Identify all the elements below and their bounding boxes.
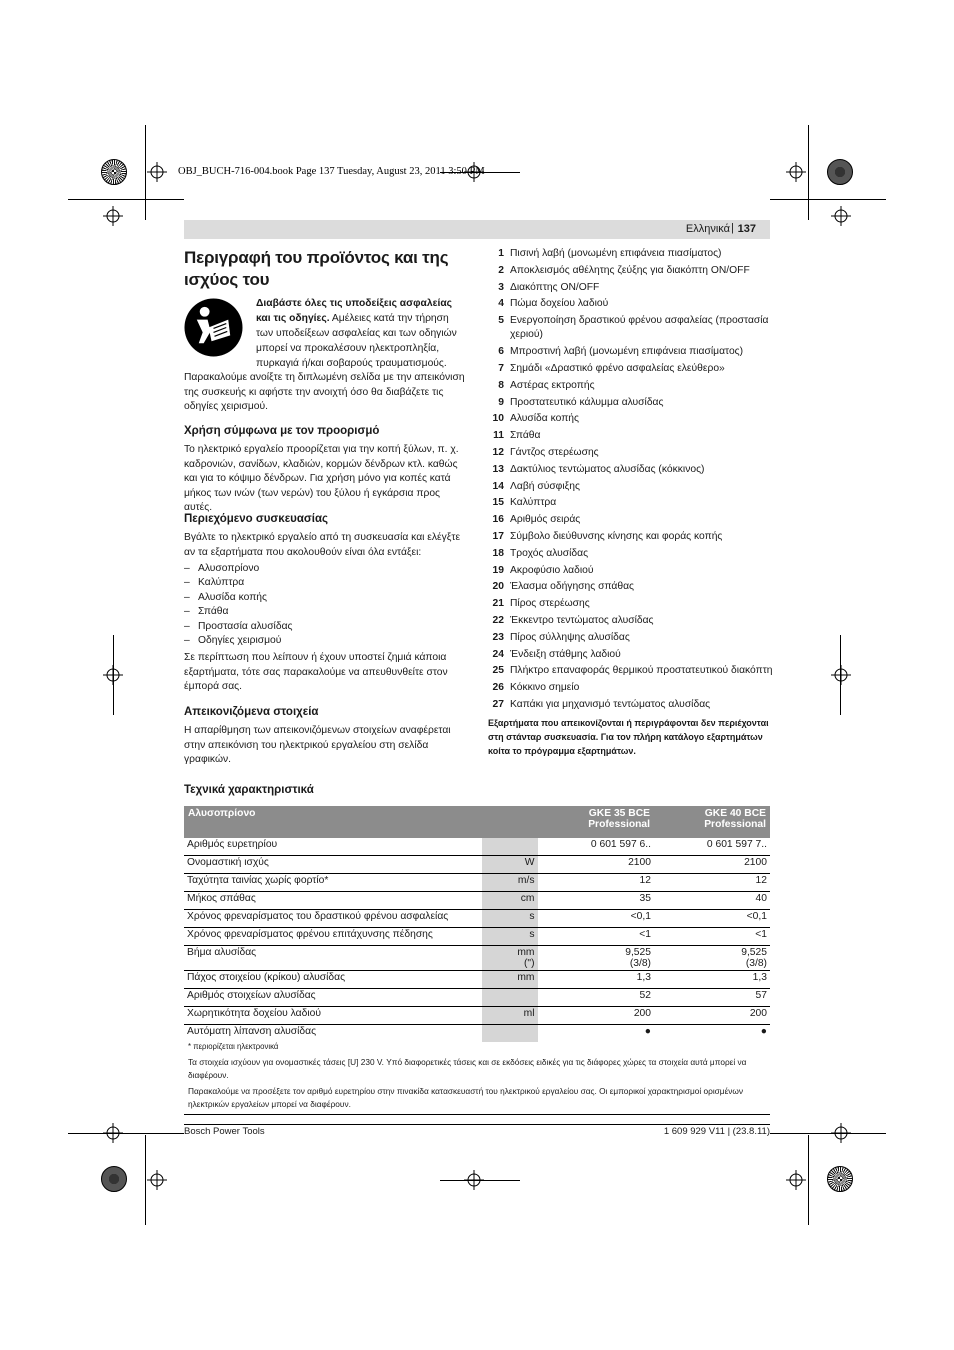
print-info-line: OBJ_BUCH-716-004.book Page 137 Tuesday, August 23, 2011 3:50 PM <box>178 166 485 177</box>
item-number: 12 <box>492 446 504 458</box>
item-text: Ένδειξη στάθμης λαδιού <box>510 648 621 660</box>
list-item <box>486 530 776 544</box>
item-text: Λαβή σύσφιξης <box>510 480 580 492</box>
crosshair-icon <box>103 1123 123 1143</box>
value-primary: 9,525 <box>741 947 767 958</box>
crop-mark-top-left-v <box>145 125 146 220</box>
row-value-gke40 <box>654 946 770 971</box>
list-item <box>486 412 776 426</box>
row-value-gke35: <1 <box>538 928 654 946</box>
value-primary: 9,525 <box>625 947 651 958</box>
row-value-gke40: 12 <box>654 874 770 892</box>
table-row <box>184 856 770 874</box>
row-unit <box>482 946 538 971</box>
row-value-gke35: 52 <box>538 989 654 1007</box>
row-unit <box>482 838 538 856</box>
table-header-product: Αλυσοπρίονο <box>184 806 482 838</box>
page-number: 137 <box>737 223 756 235</box>
item-text: Αριθμός σειράς <box>510 514 581 526</box>
row-value-gke35: <0,1 <box>538 910 654 928</box>
list-item <box>486 664 776 678</box>
row-value-gke40: 200 <box>654 1007 770 1025</box>
crosshair-icon <box>786 1170 806 1190</box>
item-text: Κόκκινο σημείο <box>510 682 580 694</box>
item-text: Πλήκτρο επαναφοράς θερμικού προστατευτικού διακόπτη <box>510 665 773 677</box>
row-value-gke35: 35 <box>538 892 654 910</box>
voltage-note: Τα στοιχεία ισχύουν για ονομαστικές τάσεις [U] 230 V. Υπό διαφορετικές τάσεις και σε εκδόσεις ειδικές για τις διάφορες χώρες τα στοιχεία αυτά μπορεί να διαφέρουν. <box>188 1057 747 1080</box>
item-text: Ακροφύσιο λαδιού <box>510 564 594 576</box>
list-item <box>486 446 776 460</box>
row-label: Χρόνος φρεναρίσματος του δραστικού φρένου ασφαλείας <box>184 910 482 928</box>
table-row <box>184 946 770 971</box>
item-number: 24 <box>492 648 504 660</box>
list-item <box>486 547 776 561</box>
row-value-gke40: 57 <box>654 989 770 1007</box>
safety-warning-bold: Διαβάστε όλες τις υποδείξεις ασφαλείας και τις οδηγίες. <box>256 298 453 324</box>
model-name: GKE 35 BCE <box>588 808 650 819</box>
item-text: Αστέρας εκτροπής <box>510 379 595 391</box>
registration-dial-bottom-left <box>101 1166 127 1192</box>
registration-dial-top-left <box>101 159 127 185</box>
row-unit: mm <box>482 971 538 989</box>
unit-primary: mm <box>517 947 535 958</box>
model-line: Professional <box>704 819 766 830</box>
table-row <box>184 971 770 989</box>
list-item <box>486 681 776 695</box>
table-row <box>184 874 770 892</box>
list-item <box>486 396 776 410</box>
unit-secondary: (") <box>523 958 535 969</box>
table-bottom-rule <box>184 1114 770 1115</box>
row-label: Ονομαστική ισχύς <box>184 856 482 874</box>
row-unit: W <box>482 856 538 874</box>
item-text: Αποκλεισμός αθέλητης ζεύξης για διακόπτη ON/OFF <box>510 264 750 276</box>
crosshair-icon <box>147 1170 167 1190</box>
list-item <box>486 564 776 578</box>
table-row <box>184 928 770 946</box>
item-text: Τροχός αλυσίδας <box>510 547 589 559</box>
row-label: Αριθμός ευρετηρίου <box>184 838 482 856</box>
crop-mark-bottom-left-h <box>68 1133 184 1134</box>
crop-mark-top-right-v <box>808 125 809 220</box>
table-row <box>184 838 770 856</box>
row-value-gke40: 2100 <box>654 856 770 874</box>
table-header-gke35 <box>538 806 654 838</box>
item-text: Καπάκι για μηχανισμό τεντώματος αλυσίδας <box>510 698 711 710</box>
crop-mark-bottom-right-v <box>808 1135 809 1225</box>
row-value-gke35: ● <box>538 1025 654 1043</box>
crosshair-icon <box>786 162 806 182</box>
table-header-row <box>184 806 770 838</box>
value-secondary: (3/8) <box>745 958 767 969</box>
item-text: Αλυσίδα κοπής <box>510 413 579 425</box>
table-header-gke40 <box>654 806 770 838</box>
item-text: Πίρος στερέωσης <box>510 598 590 610</box>
delivery-text: Βγάλτε το ηλεκτρικό εργαλείο από τη συσκευασία και ελέγξτε αν τα εξαρτήματα που ακολουθούν είναι όλα εντάξει: <box>184 532 461 558</box>
item-number: 9 <box>498 396 504 408</box>
item-number: 5 <box>498 315 504 327</box>
header-language: Ελληνικά <box>685 223 730 235</box>
header-separator: | <box>731 222 734 234</box>
item-text: Έκκεντρο τεντώματος αλυσίδας <box>510 614 654 626</box>
list-item <box>486 429 776 443</box>
model-line: Professional <box>588 819 650 830</box>
list-item <box>486 648 776 662</box>
item-number: 27 <box>492 698 504 710</box>
intro-paragraph: Παρακαλούμε ανοίξτε τη διπλωμένη σελίδα με την απεικόνιση της συσκευής κι αφήστε την ανοιχτή όσο θα διαβάζετε τις οδηγίες χειρισμού. <box>184 372 465 413</box>
row-label: Πάχος στοιχείου (κρίκου) αλυσίδας <box>184 971 482 989</box>
list-item <box>486 264 776 278</box>
item-text: Ενεργοποίηση δραστικού φρένου ασφαλείας (προστασία χεριού) <box>510 315 769 341</box>
illustrated-text: Η απαρίθμηση των απεικονιζόμενων στοιχείων αναφέρεται στην απεικόνιση του ηλεκτρικού εργαλείου στη σελίδα γραφικών. <box>184 725 451 766</box>
item-number: 3 <box>498 281 504 293</box>
list-item: – Οδηγίες χειρισμού <box>184 634 292 648</box>
registration-dial-bottom-right <box>827 1166 853 1192</box>
row-value-gke35: 2100 <box>538 856 654 874</box>
list-item <box>486 379 776 393</box>
list-item: – Αλυσίδα κοπής <box>184 591 292 605</box>
row-unit: s <box>482 910 538 928</box>
crosshair-icon <box>831 1123 851 1143</box>
row-value-gke40: 1,3 <box>654 971 770 989</box>
item-number: 10 <box>492 413 504 425</box>
item-number: 20 <box>492 581 504 593</box>
item-number: 8 <box>498 379 504 391</box>
list-item <box>486 631 776 645</box>
item-number: 21 <box>492 598 504 610</box>
row-unit: cm <box>482 892 538 910</box>
safety-warning <box>256 296 466 371</box>
page-header <box>184 220 770 239</box>
row-label: Χωρητικότητα δοχείου λαδιού <box>184 1007 482 1025</box>
row-label: Αριθμός στοιχείων αλυσίδας <box>184 989 482 1007</box>
list-item: – Αλυσοπρίονο <box>184 562 292 576</box>
crosshair-icon <box>103 206 123 226</box>
item-number: 6 <box>498 346 504 358</box>
row-unit: m/s <box>482 874 538 892</box>
list-item <box>486 513 776 527</box>
crop-mark-bottom-left-v <box>145 1135 146 1225</box>
item-text: Έλασμα οδήγησης σπάθας <box>510 581 634 593</box>
crosshair-icon <box>147 162 167 182</box>
item-text: Καλύπτρα <box>510 497 557 509</box>
row-value-gke40: 0 601 597 7.. <box>654 838 770 856</box>
row-label: Βήμα αλυσίδας <box>184 946 482 971</box>
row-unit <box>482 989 538 1007</box>
crosshair-icon <box>831 665 851 685</box>
item-text: Δακτύλιος τεντώματος αλυσίδας (κόκκινος) <box>510 463 705 475</box>
list-item <box>486 698 776 712</box>
delivery-list <box>184 562 292 648</box>
item-number: 15 <box>492 497 504 509</box>
delivery-after-text: Σε περίπτωση που λείπουν ή έχουν υποστεί ζημιά κάποια εξαρτήματα, τότε σας παρακαλούμε να απευθυνθείτε στον έμπορά σας. <box>184 652 448 693</box>
read-manual-icon <box>184 298 243 357</box>
accessories-note: Εξαρτήματα που απεικονίζονται ή περιγράφονται δεν περιέχονται στη στάνταρ συσκευασία. Για τον πλήρη κατάλογο εξαρτημάτων κοίτα το πρόγραμμα εξαρτημάτων. <box>488 718 769 756</box>
row-value-gke40: 40 <box>654 892 770 910</box>
item-text: Διακόπτης ON/OFF <box>510 281 600 293</box>
table-header-unit <box>482 806 538 838</box>
item-text: Πίρος σύλληψης αλυσίδας <box>510 631 630 643</box>
item-text: Σημάδι «Δραστικό φρένο ασφαλείας ελεύθερο» <box>510 362 725 374</box>
item-number: 7 <box>498 362 504 374</box>
item-text: Πισινή λαβή (μονωμένη επιφάνεια πιασίματος) <box>510 248 722 259</box>
list-item <box>486 345 776 359</box>
article-number-note: Παρακαλούμε να προσέξετε τον αριθμό ευρετηρίου στην πινακίδα κατασκευαστή του ηλεκτρικού εργαλείου σας. Οι εμπορικοί χαρακτηρισμοί ορισμένων ηλεκτρικών εργαλείων μπορεί να διαφέρουν. <box>188 1086 744 1109</box>
row-label: Χρόνος φρεναρίσματος φρένου επιτάχυνσης πέδησης <box>184 928 482 946</box>
item-text: Προστατευτικό κάλυμμα αλυσίδας <box>510 396 664 408</box>
footer-brand: Bosch Power Tools <box>184 1126 265 1137</box>
row-value-gke35: 200 <box>538 1007 654 1025</box>
crosshair-icon <box>831 206 851 226</box>
table-row <box>184 989 770 1007</box>
item-number: 13 <box>492 463 504 475</box>
crop-mark-top-right-h <box>770 199 886 200</box>
illustrated-heading: Απεικονιζόμενα στοιχεία <box>184 706 319 718</box>
list-item <box>486 496 776 510</box>
delivery-heading: Περιεχόμενο συσκευασίας <box>184 513 329 525</box>
safety-warning-text: Αμέλειες κατά την τήρηση των υποδείξεων ασφαλείας και των οδηγιών μπορεί να προκαλέσουν ηλεκτροπληξία, πυρκαγιά ή/και σοβαρούς τραυματισμούς. <box>256 313 457 369</box>
table-row <box>184 1007 770 1025</box>
item-number: 18 <box>492 547 504 559</box>
table-row <box>184 892 770 910</box>
row-value-gke40: ● <box>760 1026 767 1037</box>
item-number: 11 <box>493 430 504 442</box>
tech-data-table <box>184 806 770 1042</box>
item-text: Σύμβολο διεύθυνσης κίνησης και φοράς κοπής <box>510 530 723 542</box>
row-label: Μήκος σπάθας <box>184 892 482 910</box>
crop-mark-bottom-right-h <box>770 1133 886 1134</box>
list-item <box>486 463 776 477</box>
item-text: Πώμα δοχείου λαδιού <box>510 298 609 310</box>
row-unit: s <box>482 928 538 946</box>
components-list <box>486 247 776 715</box>
row-value-gke35: 0 601 597 6.. <box>538 838 654 856</box>
list-item <box>486 362 776 376</box>
crosshair-icon <box>464 1170 484 1190</box>
item-number: 4 <box>498 298 504 310</box>
model-name: GKE 40 BCE <box>704 808 766 819</box>
row-value-gke40: <0,1 <box>654 910 770 928</box>
item-number: 1 <box>498 248 504 259</box>
item-number: 16 <box>492 514 504 526</box>
item-text: Γάντζος στερέωσης <box>510 446 599 458</box>
item-number: 26 <box>492 682 504 694</box>
tech-data-heading: Τεχνικά χαρακτηριστικά <box>184 784 314 796</box>
registration-dial-top-right <box>827 159 853 185</box>
row-label: Ταχύτητα ταινίας χωρίς φορτίο* <box>184 874 482 892</box>
row-label: Αυτόματη λίπανση αλυσίδας <box>187 1026 317 1037</box>
crosshair-icon <box>103 665 123 685</box>
list-item <box>486 614 776 628</box>
list-item: – Σπάθα <box>184 605 292 619</box>
item-number: 17 <box>492 530 504 542</box>
table-footnote: * περιορίζεται ηλεκτρονικά <box>188 1042 279 1051</box>
list-item <box>486 281 776 295</box>
list-item <box>486 597 776 611</box>
footer-rule <box>184 1124 770 1125</box>
list-item <box>486 480 776 494</box>
row-value-gke35 <box>538 946 654 971</box>
table-row <box>184 910 770 928</box>
section-title: Περιγραφή του προϊόντος και της ισχύος του <box>184 248 449 289</box>
list-item <box>486 580 776 594</box>
footer-doc-number: 1 609 929 V11 | (23.8.11) <box>663 1126 770 1137</box>
item-number: 22 <box>492 614 504 626</box>
intended-use-text: Το ηλεκτρικό εργαλείο προορίζεται για την κοπή ξύλων, π. χ. καδρονιών, σανίδων, κλαδιών, κορμών δένδρων κτλ. καθώς και για το κόψιμο δένδρων. Για χρήση μόνο για κοπές κατά μήκος των ινών (των νερών) του ξύλου ή εγκάρσια προς αυτές. <box>184 444 459 514</box>
row-value-gke35: 1,3 <box>538 971 654 989</box>
row-unit: ml <box>482 1007 538 1025</box>
list-item <box>486 314 776 342</box>
row-value-gke40: <1 <box>654 928 770 946</box>
intended-use-heading: Χρήση σύμφωνα με τον προορισμό <box>184 425 380 437</box>
value-secondary: (3/8) <box>629 958 651 969</box>
item-number: 25 <box>492 665 504 677</box>
item-text: Σπάθα <box>510 430 541 442</box>
item-number: 23 <box>492 631 504 643</box>
row-value-gke35: 12 <box>538 874 654 892</box>
crop-mark-top-left-h <box>68 199 184 200</box>
item-number: 14 <box>492 480 504 492</box>
list-item <box>486 247 776 261</box>
item-text: Μπροστινή λαβή (μονωμένη επιφάνεια πιασίματος) <box>510 346 744 358</box>
list-item: – Προστασία αλυσίδας <box>184 620 292 634</box>
item-number: 19 <box>492 564 504 576</box>
list-item: – Καλύπτρα <box>184 576 292 590</box>
list-item <box>486 297 776 311</box>
item-number: 2 <box>498 264 504 276</box>
